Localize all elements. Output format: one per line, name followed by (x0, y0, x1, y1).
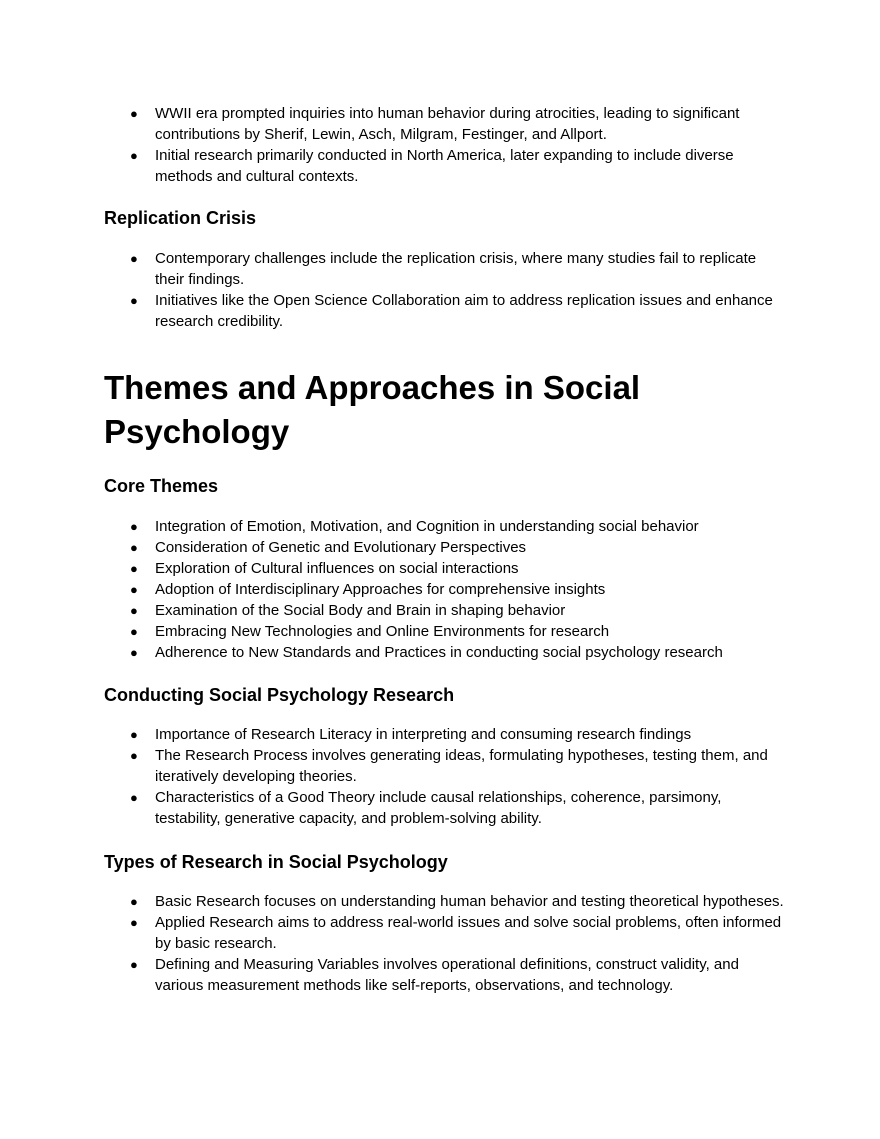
bullet-icon: ● (130, 561, 138, 576)
list-item: ● Initiatives like the Open Science Collaboration aim to address replication issues and enhance research credibility. (130, 292, 773, 330)
bullet-icon: ● (130, 790, 138, 805)
list-item: ● Basic Research focuses on understanding human behavior and testing theoretical hypotheses. (130, 893, 784, 910)
bullet-icon: ● (130, 624, 138, 639)
section-heading-replication-crisis: Replication Crisis (104, 208, 257, 228)
list-item: ● Defining and Measuring Variables involves operational definitions, construct validity, and various measurement methods like self-reports, observations, and technology. (130, 956, 739, 994)
list-item: ● The Research Process involves generating ideas, formulating hypotheses, testing them, and iteratively developing theories. (130, 747, 768, 785)
bullet-icon: ● (130, 148, 138, 163)
bullet-icon: ● (130, 582, 138, 597)
list-item: ● Applied Research aims to address real-world issues and solve social problems, often informed by basic research. (130, 914, 782, 952)
list-item: ● Importance of Research Literacy in interpreting and consuming research findings (130, 726, 692, 743)
list-item: ● Integration of Emotion, Motivation, and Cognition in understanding social behavior (130, 518, 699, 535)
list-item: ● Exploration of Cultural influences on social interactions (130, 560, 519, 577)
bullet-icon: ● (130, 603, 138, 618)
list-item: ● Adherence to New Standards and Practices in conducting social psychology research (130, 644, 723, 661)
replication-bullet-list (104, 248, 784, 332)
history-bullet-list (104, 103, 784, 187)
bullet-icon: ● (130, 645, 138, 660)
conducting-research-bullet-list (104, 724, 784, 829)
list-item: ● Consideration of Genetic and Evolutionary Perspectives (130, 539, 527, 556)
list-item: ● WWII era prompted inquiries into human behavior during atrocities, leading to significant contributions by Sherif, Lewin, Asch, Milgram, Festinger, and Allport. (130, 105, 740, 143)
bullet-icon: ● (130, 957, 138, 972)
list-item: ● Adoption of Interdisciplinary Approaches for comprehensive insights (130, 581, 606, 598)
bullet-icon: ● (130, 251, 138, 266)
list-item: ● Examination of the Social Body and Brain in shaping behavior (130, 602, 566, 619)
bullet-icon: ● (130, 727, 138, 742)
bullet-icon: ● (130, 915, 138, 930)
types-of-research-bullet-list (104, 891, 784, 996)
section-heading-types-of-research: Types of Research in Social Psychology (104, 852, 448, 872)
bullet-icon: ● (130, 293, 138, 308)
section-heading-core-themes: Core Themes (104, 476, 219, 496)
bullet-icon: ● (130, 894, 138, 909)
bullet-icon: ● (130, 540, 138, 555)
page-title: Themes and Approaches in Social Psychology (104, 369, 641, 450)
section-heading-conducting-research: Conducting Social Psychology Research (104, 685, 455, 705)
list-item: ● Characteristics of a Good Theory include causal relationships, coherence, parsimony, testability, generative capacity, and problem-solving ability. (130, 789, 722, 827)
core-themes-bullet-list (104, 516, 784, 663)
bullet-icon: ● (130, 519, 138, 534)
list-item: ● Initial research primarily conducted in North America, later expanding to include diverse methods and cultural contexts. (130, 147, 734, 185)
bullet-icon: ● (130, 106, 138, 121)
bullet-icon: ● (130, 748, 138, 763)
list-item: ● Contemporary challenges include the replication crisis, where many studies fail to replicate their findings. (130, 250, 757, 288)
list-item: ● Embracing New Technologies and Online Environments for research (130, 623, 610, 640)
